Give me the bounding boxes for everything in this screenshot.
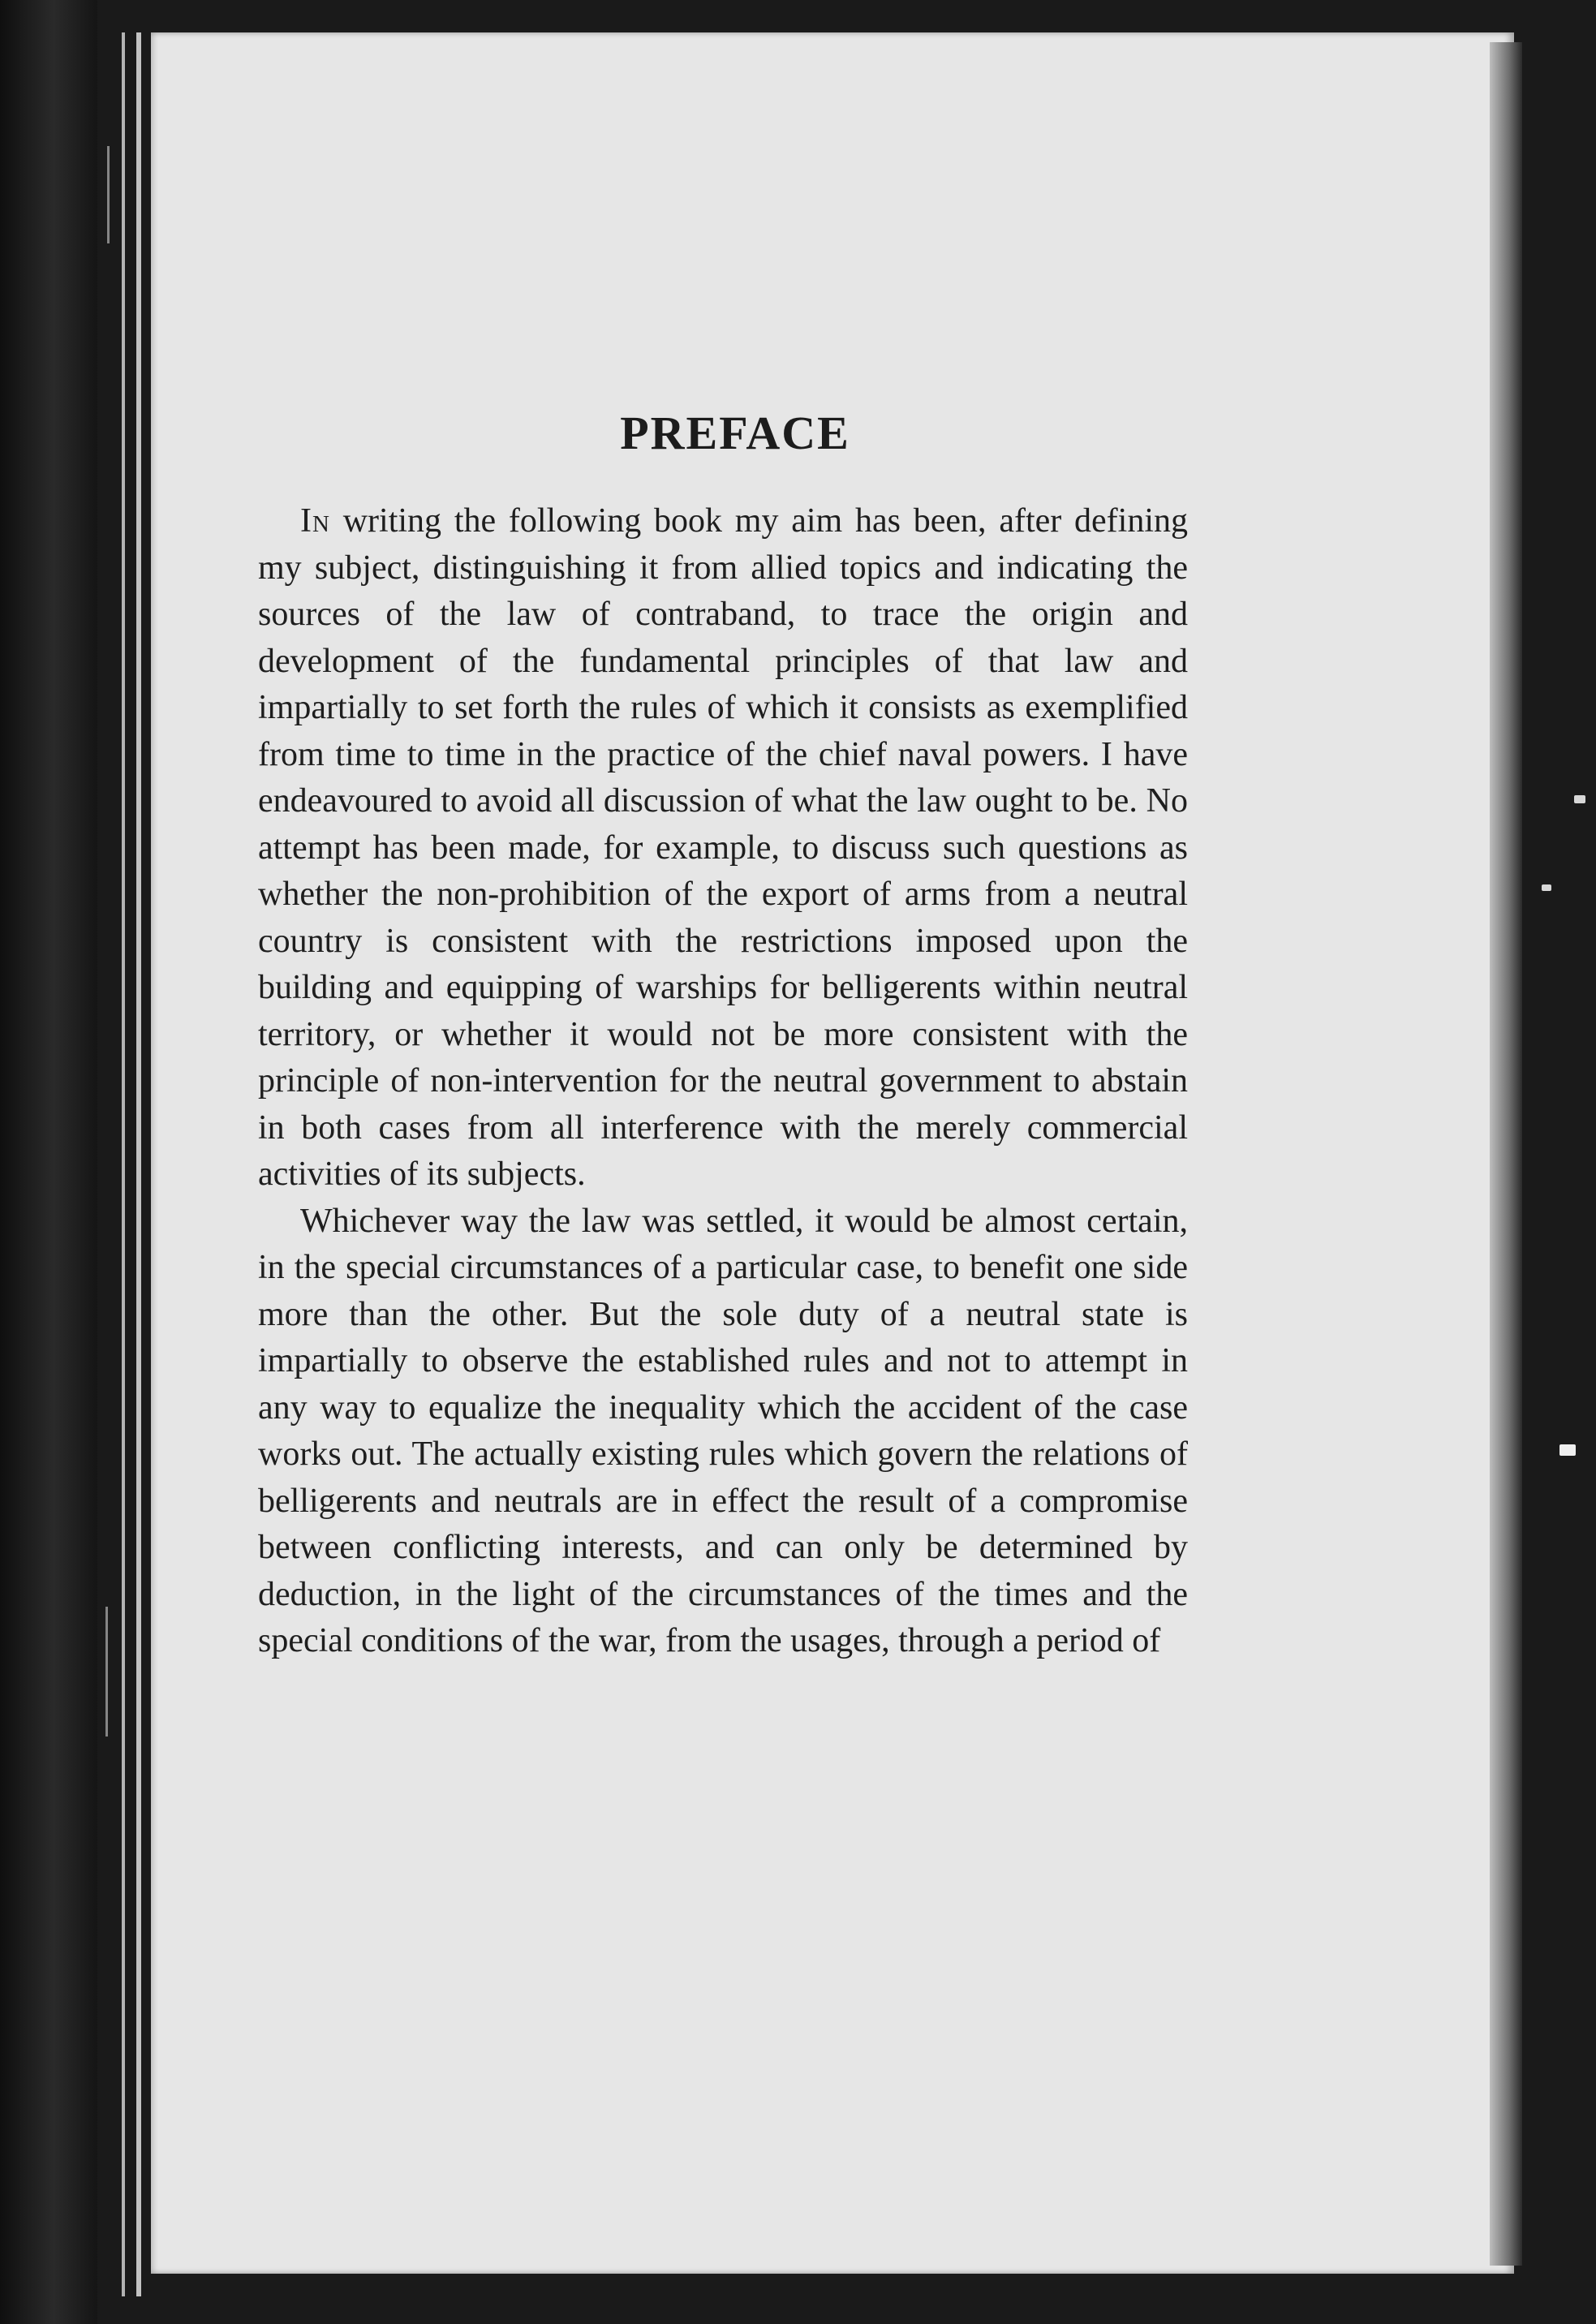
- binding-mark: [136, 32, 141, 2296]
- binding-mark: [107, 146, 110, 243]
- paragraph: [258, 1199, 1188, 1665]
- page-edge-shadow: [1490, 42, 1522, 2266]
- scan-speck: [1559, 1444, 1576, 1456]
- scan-speck: [1542, 884, 1551, 891]
- binding-mark: [122, 32, 125, 2296]
- paragraph: [258, 498, 1188, 1199]
- binding-mark: [105, 1607, 108, 1737]
- paragraph-text: writing the following book my aim has been, after defining my subject, distinguishing it from allied topics and indicating the sources of the law of contraband, to trace the origin and development of the fundamental principles of that law and impartially to set forth the rules of which it consists as exemplified from time to time in the practice of the chief naval powers. I have endeavoured to avoid all discussion of what the law ought to be. No attempt has been made, for example, to discuss such questions as whether the non-prohibition of the export of arms from a neutral country is consistent with the restrictions imposed upon the building and equipping of warships for belligerents within neutral territory, or whether it would not be more consistent with the principle of non-intervention for the neutral government to abstain in both cases from all interference with the merely commercial activities of its subjects.: [258, 502, 1188, 1193]
- book-gutter: [0, 0, 97, 2324]
- body-text: [258, 498, 1188, 1665]
- paragraph-text: Whichever way the law was settled, it would be almost certain, in the special circumstances of a particular case, to benefit one side more than the other. But the sole duty of a neutral state is impartially to observe the established rules and not to attempt in any way to equalize the inequality which the accident of the case works out. The actually existing rules which govern the relations of belligerents and neutrals are in effect the result of a compromise between conflicting interests, and can only be determined by deduction, in the light of the circumstances of the times and the special conditions of the war, from the usages, through a period of: [258, 1202, 1188, 1659]
- page-heading: PREFACE: [620, 407, 850, 459]
- scan-speck: [1574, 795, 1585, 803]
- paragraph-lead-word: In: [300, 502, 330, 540]
